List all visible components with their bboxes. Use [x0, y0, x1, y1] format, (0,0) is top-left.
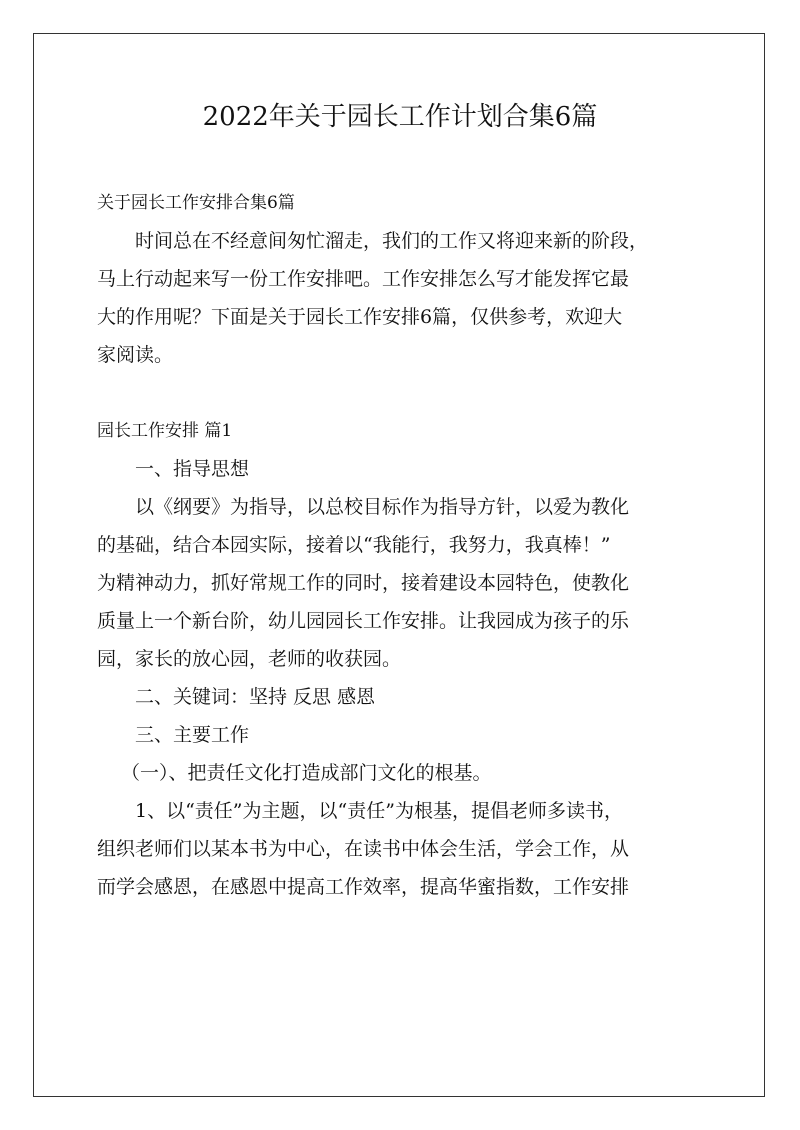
- blank-line: [97, 374, 707, 412]
- paragraph-line: 为精神动力，抓好常规工作的同时，接着建设本园特色，使教化: [97, 572, 630, 594]
- paragraph-line: 以《纲要》为指导，以总校目标作为指导方针，以爱为教化: [135, 496, 630, 518]
- intro-line: 时间总在不经意间匆忙溜走，我们的工作又将迎来新的阶段，: [135, 230, 649, 252]
- intro-line: 大的作用呢？下面是关于园长工作安排6篇，仅供参考，欢迎大: [97, 306, 623, 328]
- document-body: [97, 184, 707, 906]
- heading-keywords: 二、关键词：坚持 反思 感恩: [135, 686, 376, 708]
- paragraph-line: 组织老师们以某本书为中心，在读书中体会生活，学会工作，从: [97, 838, 630, 860]
- paragraph-line: 的基础，结合本园实际，接着以“我能行，我努力，我真棒！”: [97, 534, 611, 556]
- paragraph-line: 质量上一个新台阶，幼儿园园长工作安排。让我园成为孩子的乐: [97, 610, 630, 632]
- document-subtitle: 关于园长工作安排合集6篇: [97, 193, 295, 213]
- paragraph-line: 1、以“责任”为主题，以“责任”为根基，提倡老师多读书，: [135, 800, 623, 822]
- paragraph-line: 园，家长的放心园，老师的收获园。: [97, 648, 402, 670]
- heading-main-work: 三、主要工作: [135, 724, 250, 746]
- paragraph-line: 而学会感恩，在感恩中提高工作效率，提高华蜜指数，工作安排: [97, 876, 630, 898]
- subheading-responsibility: （一）、把责任文化打造成部门文化的根基。: [121, 762, 492, 784]
- section-heading: 园长工作安排 篇1: [97, 421, 233, 441]
- intro-line: 马上行动起来写一份工作安排吧。工作安排怎么写才能发挥它最: [97, 268, 630, 290]
- document-title: 2022年关于园长工作计划合集6篇: [202, 102, 598, 132]
- intro-line: 家阅读。: [97, 344, 174, 366]
- heading-guiding-thought: 一、指导思想: [135, 458, 250, 480]
